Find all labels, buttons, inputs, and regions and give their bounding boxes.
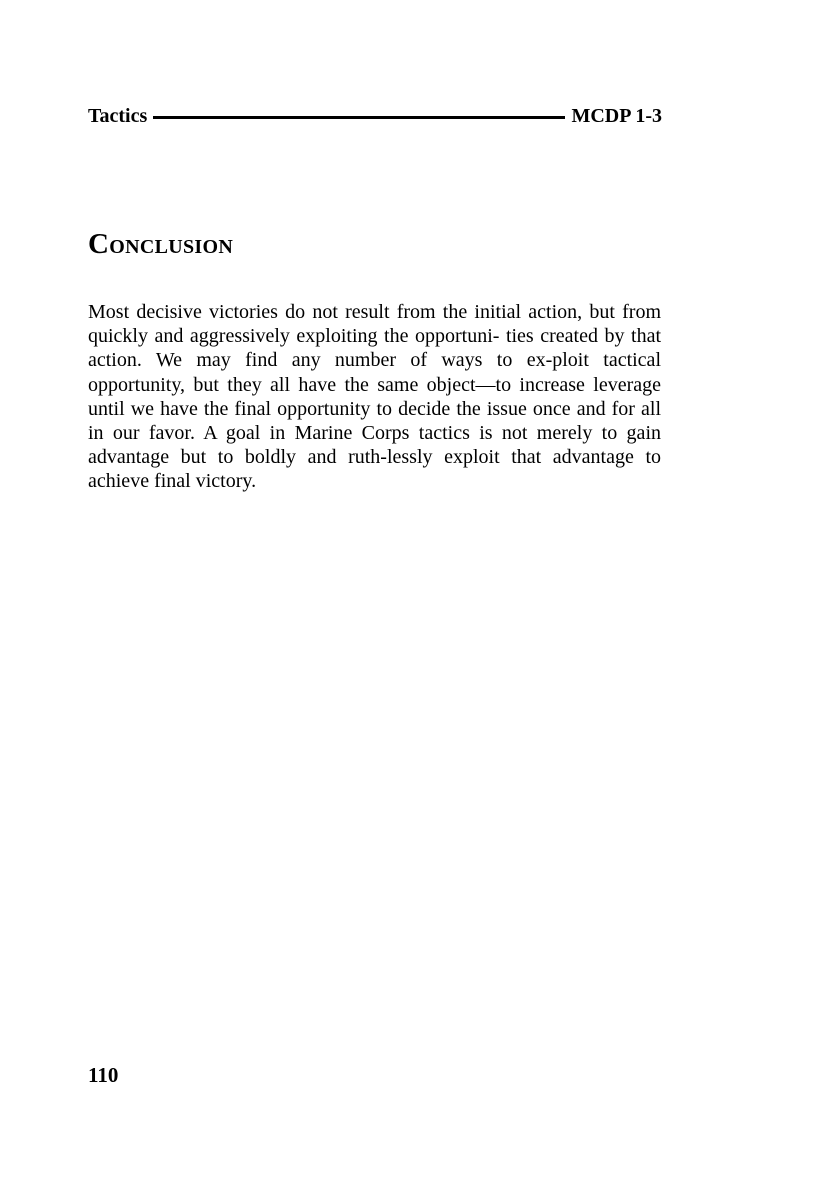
header-right-title: MCDP 1-3: [571, 104, 662, 127]
page-number: 110: [88, 1063, 119, 1087]
header-left-title: Tactics: [88, 104, 148, 127]
section-title: Conclusion: [88, 228, 234, 260]
body-paragraph: Most decisive victories do not result from the initial action, but from quickly and aggressively exploiting the opportuni- ties created by that action. We may find any number of ways to ex-ploit tactical opportunity, but they all have the same object—to increase leverage until we have the final opportunity to decide the issue once and for all in our favor. A goal in Marine Corps tactics is not merely to gain advantage but to boldly and ruth-lessly exploit that advantage to achieve final victory.: [88, 301, 661, 493]
header-rule: [153, 116, 565, 119]
running-header: [88, 103, 662, 129]
